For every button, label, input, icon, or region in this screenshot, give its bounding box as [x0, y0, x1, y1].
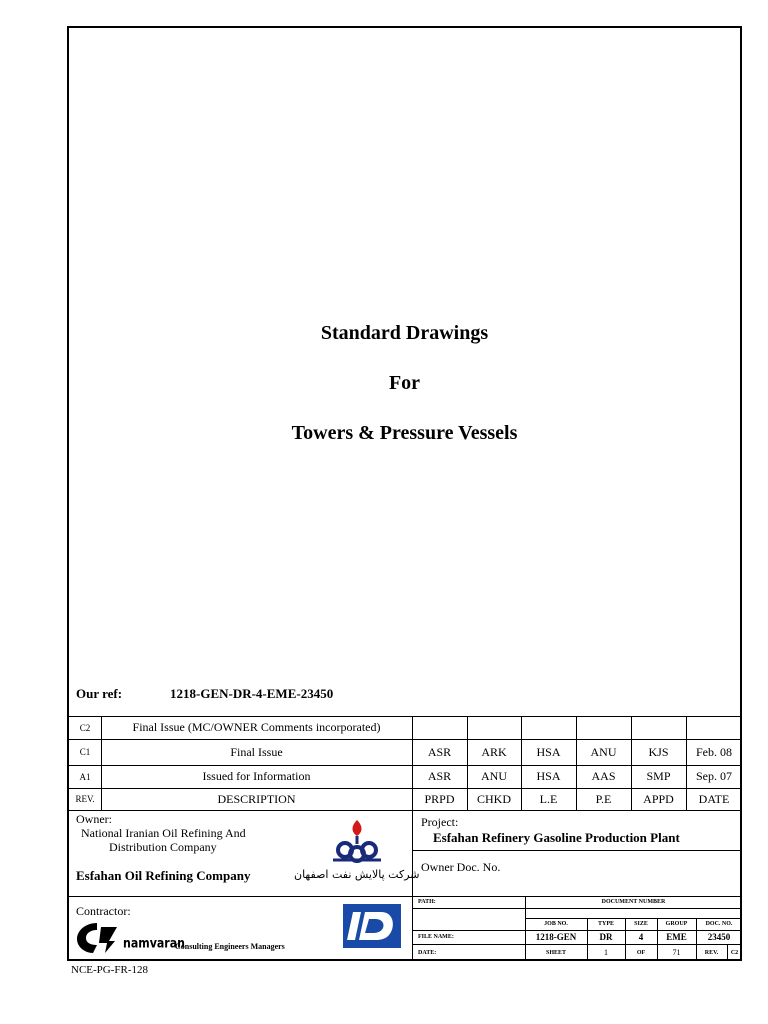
id-logo-icon [343, 904, 401, 948]
doc-no-value: 23450 [707, 932, 731, 942]
form-number: NCE-PG-FR-128 [71, 964, 149, 976]
rev-header-description: DESCRIPTION [217, 791, 296, 806]
document-number-label: DOCUMENT NUMBER [601, 899, 666, 905]
owner-doc-label: Owner Doc. No. [421, 860, 501, 874]
rev-code: C2 [79, 722, 91, 733]
rev-description: Final Issue (MC/OWNER Comments incorporated) [132, 720, 381, 734]
rev-code: A1 [79, 771, 91, 782]
owner-company: Esfahan Oil Refining Company [76, 868, 251, 883]
date-label: DATE: [418, 949, 437, 956]
rev-header-pe: P.E [595, 791, 612, 806]
group-value: EME [666, 932, 687, 942]
rev-value: C2 [730, 949, 739, 956]
rev-pe: AAS [591, 769, 616, 783]
path-label: PATH: [418, 899, 436, 905]
rev-chkd: ARK [481, 744, 507, 759]
project-label: Project: [421, 815, 459, 829]
rev-le: HSA [536, 769, 561, 783]
owner-name-line-1: National Iranian Oil Refining And [81, 826, 246, 840]
title-line-2: For [388, 372, 421, 394]
size-value: 4 [638, 932, 644, 942]
our-ref-label: Our ref: [76, 686, 123, 701]
type-label: TYPE [597, 921, 614, 927]
rev-prpd: ASR [427, 769, 452, 783]
owner-label: Owner: [76, 812, 112, 826]
our-ref-value: 1218-GEN-DR-4-EME-23450 [170, 686, 334, 701]
project-doc-divider [412, 850, 742, 851]
title-line-3: Towers & Pressure Vessels [291, 422, 518, 444]
rev-header-chkd: CHKD [476, 791, 511, 806]
rev-pe: ANU [590, 744, 617, 759]
rev-chkd: ANU [481, 769, 507, 783]
rev-header-appd: APPD [643, 791, 674, 806]
rev-header-rev: REV. [75, 794, 95, 804]
rev-appd: KJS [648, 744, 669, 759]
of-label: OF [636, 949, 646, 956]
our-ref [76, 686, 334, 702]
rev-header-date: DATE [698, 791, 730, 806]
sheet-value: 1 [604, 948, 608, 957]
rev-date: Feb. 08 [696, 744, 732, 759]
title-line-1: Standard Drawings [320, 322, 489, 344]
owner-project-divider [412, 810, 413, 961]
rev-appd: SMP [646, 769, 671, 783]
project-name: Esfahan Refinery Gasoline Production Plant [433, 830, 680, 845]
owner-name-line-2: Distribution Company [109, 840, 217, 854]
rev-description: Final Issue [230, 744, 283, 759]
rev-table-bottom-line [69, 810, 740, 811]
contractor-tagline: Consulting Engineers Managers [175, 942, 285, 951]
owner-company-persian: شرکت پالایش نفت اصفهان [294, 868, 420, 881]
group-label: GROUP [665, 921, 688, 927]
doc-row-line [412, 908, 742, 909]
rev-code: C1 [79, 747, 91, 757]
type-value: DR [599, 932, 613, 942]
nioc-logo-icon [327, 818, 387, 866]
job-no-value: 1218-GEN [535, 932, 577, 942]
sheet-label: SHEET [545, 949, 566, 956]
namvaran-logo-icon [75, 921, 119, 955]
doc-no-label: DOC. NO. [705, 921, 733, 927]
rev-label: REV. [704, 949, 719, 956]
rev-le: HSA [536, 744, 561, 759]
drawing-frame [67, 26, 742, 961]
of-value: 71 [672, 948, 681, 957]
rev-prpd: ASR [427, 744, 452, 759]
rev-description: Issued for Information [202, 769, 311, 783]
job-no-label: JOB NO. [544, 921, 568, 927]
size-label: SIZE [634, 921, 648, 927]
rev-header-le: L.E [539, 791, 558, 806]
file-name-label: FILE NAME: [418, 934, 454, 940]
rev-header-prpd: PRPD [424, 791, 455, 806]
rev-date: Sep. 07 [696, 769, 732, 783]
contractor-label: Contractor: [76, 904, 131, 918]
owner-name [81, 826, 246, 854]
contractor-logo-text: namvaran [123, 935, 185, 952]
